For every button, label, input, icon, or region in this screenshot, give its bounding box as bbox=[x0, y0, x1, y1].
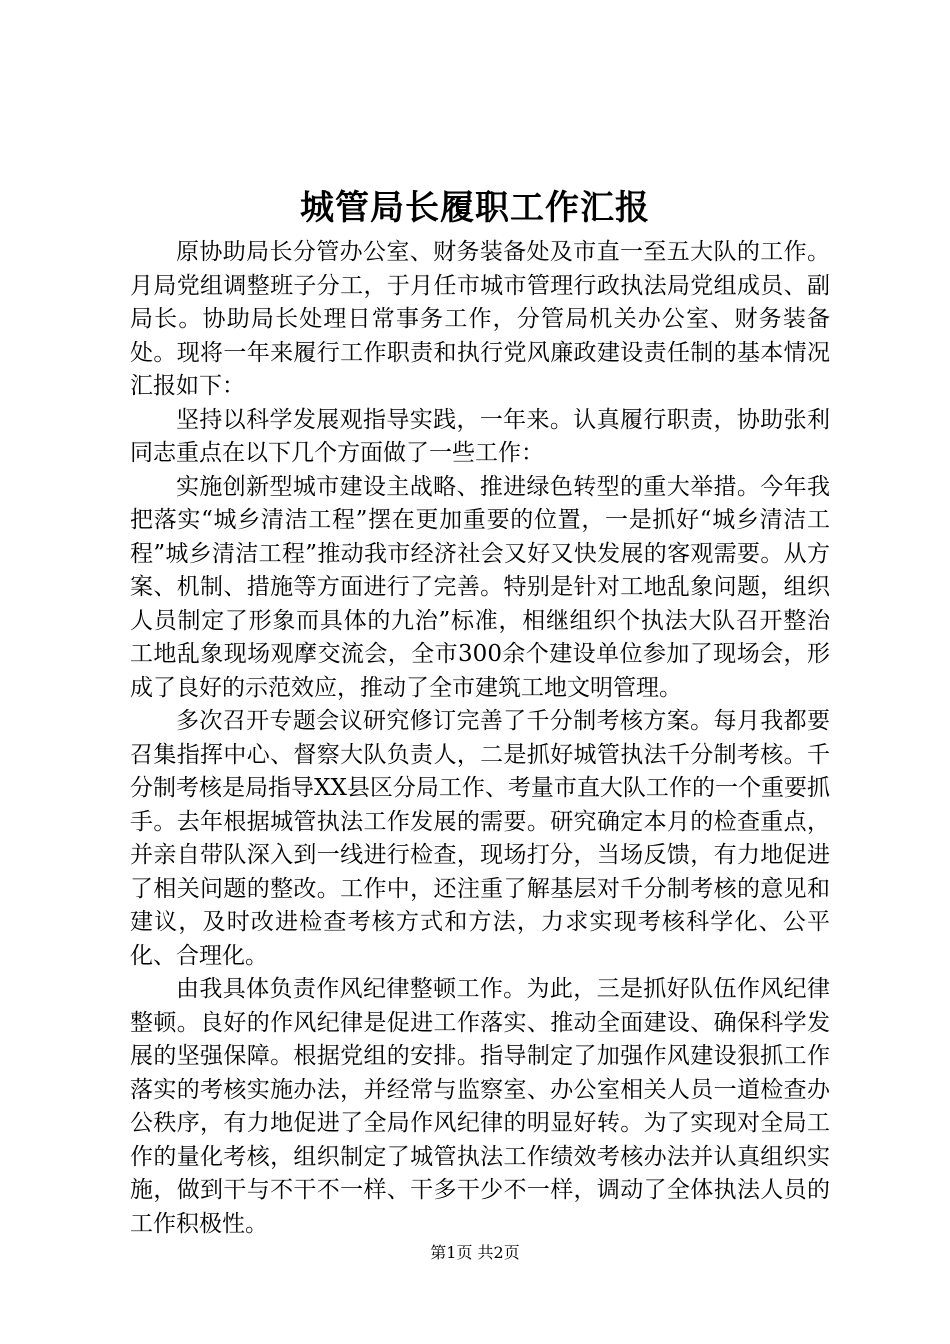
paragraph: 原协助局长分管办公室、财务装备处及市直一至五大队的工作。月局党组调整班子分工，于月任市城市管理行政执法局党组成员、副局长。协助局长处理日常事务工作，分管局机关办公室、财务装备处。现将一年来履行工作职责和执行党风廉政建设责任制的基本情况汇报如下： bbox=[130, 239, 830, 399]
paragraph: 坚持以科学发展观指导实践，一年来。认真履行职责，协助张利同志重点在以下几个方面做了一些工作： bbox=[130, 406, 830, 466]
page-number: 第1页 共2页 bbox=[430, 1243, 520, 1262]
document-title: 城管局长履职工作汇报 bbox=[300, 188, 650, 228]
paragraph: 实施创新型城市建设主战略、推进绿色转型的重大举措。今年我把落实“城乡清洁工程”摆在更加重要的位置，一是抓好“城乡清洁工程”城乡清洁工程”推动我市经济社会又好又快发展的客观需要。从方案、机制、措施等方面进行了完善。特别是针对工地乱象问题，组织人员制定了形象而具体的九治”标准，相继组织个执法大队召开整治工地乱象现场观摩交流会，全市300余个建设单位参加了现场会，形成了良好的示范效应，推动了全市建筑工地文明管理。 bbox=[130, 473, 830, 701]
document-body bbox=[130, 236, 830, 1241]
paragraph: 多次召开专题会议研究修订完善了千分制考核方案。每月我都要召集指挥中心、督察大队负责人，二是抓好城管执法千分制考核。千分制考核是局指导XX县区分局工作、考量市直大队工作的一个重要抓手。去年根据城管执法工作发展的需要。研究确定本月的检查重点，并亲自带队深入到一线进行检查，现场打分，当场反馈，有力地促进了相关问题的整改。工作中，还注重了解基层对千分制考核的意见和建议，及时改进检查考核方式和方法，力求实现考核科学化、公平化、合理化。 bbox=[130, 708, 830, 969]
paragraph: 由我具体负责作风纪律整顿工作。为此，三是抓好队伍作风纪律整顿。良好的作风纪律是促进工作落实、推动全面建设、确保科学发展的坚强保障。根据党组的安排。指导制定了加强作风建设狠抓工作落实的考核实施办法，并经常与监察室、办公室相关人员一道检查办公秩序，有力地促进了全局作风纪律的明显好转。为了实现对全局工作的量化考核，组织制定了城管执法工作绩效考核办法并认真组织实施，做到干与不干不一样、干多干少不一样，调动了全体执法人员的工作积极性。 bbox=[130, 976, 830, 1237]
